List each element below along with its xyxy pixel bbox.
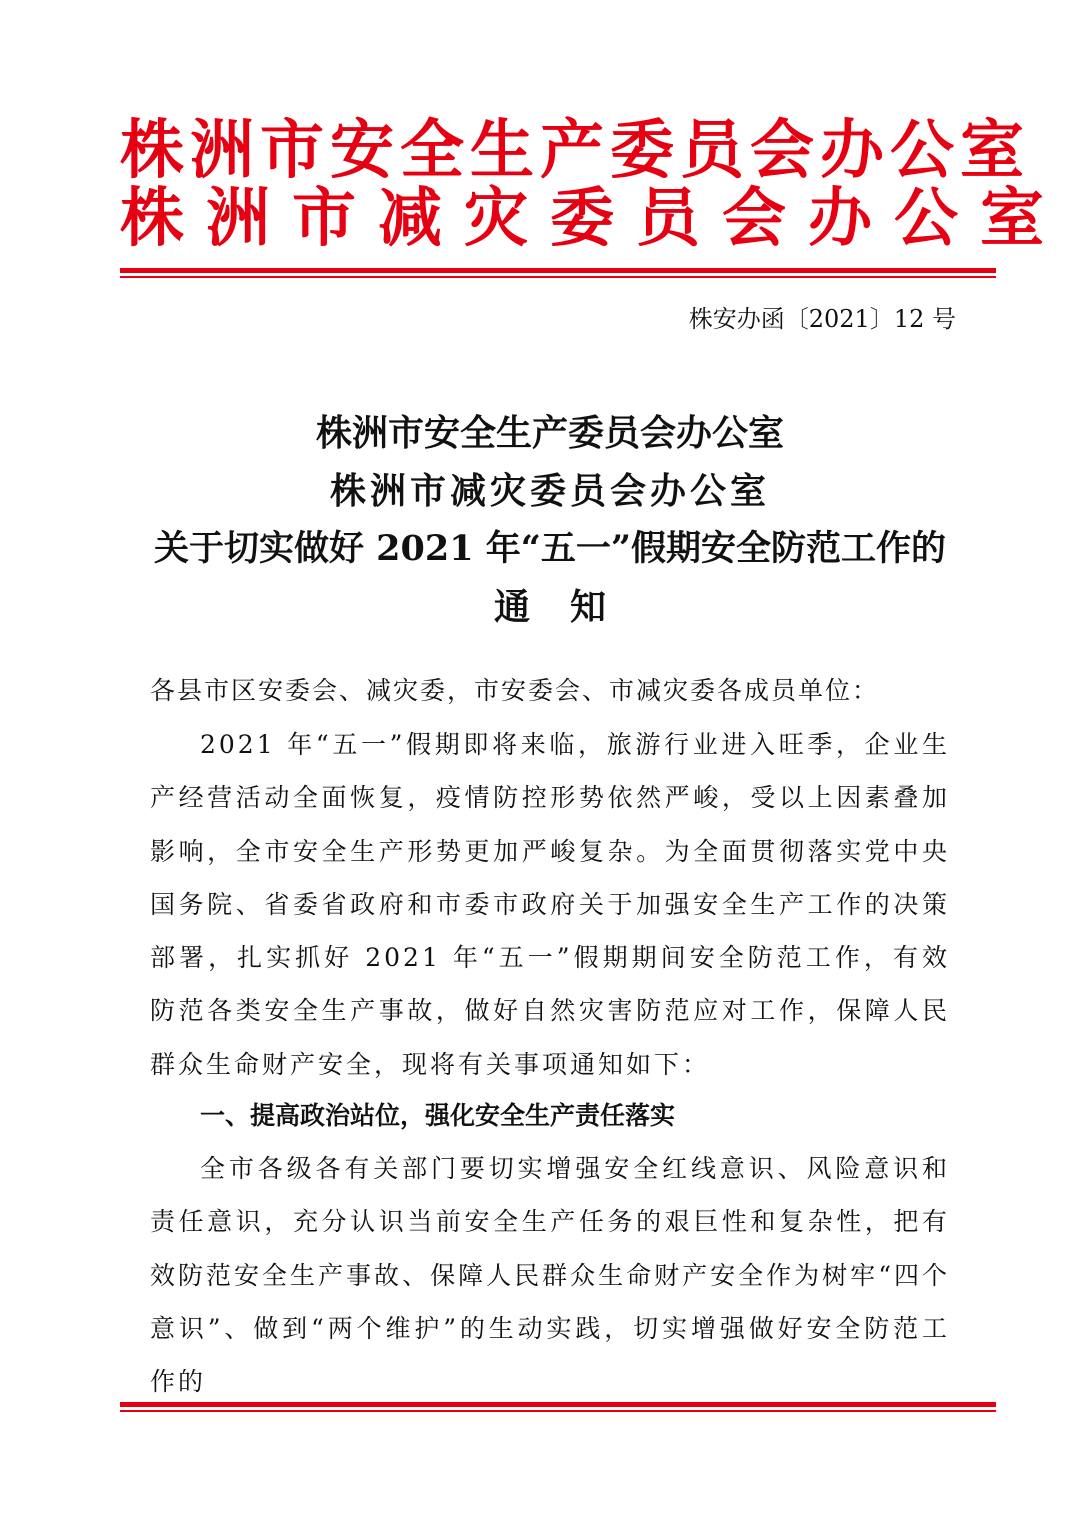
title-line-2: 株洲市减灾委员会办公室 [329,470,770,512]
masthead-divider-thick [120,268,996,273]
title-line-3: 关于切实做好 2021 年“五一”假期安全防范工作的 [153,528,947,569]
paragraph-2: 全市各级各有关部门要切实增强安全红线意识、风险意识和责任意识，充分认识当前安全生产任务的艰巨性和复杂性，把有效防范安全生产事故、保障人民群众生命财产安全作为树牢“四个意识”、做到“两个维护”的生动实践，切实增强做好安全防范工作的 [150,1154,950,1397]
title-line-4: 通知 [493,586,646,628]
masthead-line-1: 株洲市安全生产委员会办公室 [120,113,1030,188]
paragraph-1: 2021 年“五一”假期即将来临，旅游行业进入旺季，企业生产经营活动全面恢复，疫情防控形势依然严峻，受以上因素叠加影响，全市安全生产形势更加严峻复杂。为全面贯彻落实党中央国务院、省委省政府和市委市政府关于加强安全生产工作的决策部署，扎实抓好 2021 年“五一”假期期间安全防范工作，有效防范各类安全生产事故，做好自然灾害防范应对工作，保障人民群众生命财产安全，现将有关事项通知如下： [150,730,950,1079]
masthead-divider-thin [120,276,996,278]
document-number: 株安办函〔2021〕12 号 [688,305,956,333]
title-line-1: 株洲市安全生产委员会办公室 [315,412,784,454]
footer-divider-thick [120,1402,996,1407]
salutation: 各县市区安委会、减灾委，市安委会、市减灾委各成员单位： [150,676,880,705]
paragraph-1-container [150,718,950,1091]
masthead-line-2: 株洲市减灾委员会办公室 [120,181,1066,256]
section-1-heading: 一、提高政治站位，强化安全生产责任落实 [200,1101,676,1130]
footer-divider-thin [120,1410,996,1412]
paragraph-2-container [150,1142,950,1408]
